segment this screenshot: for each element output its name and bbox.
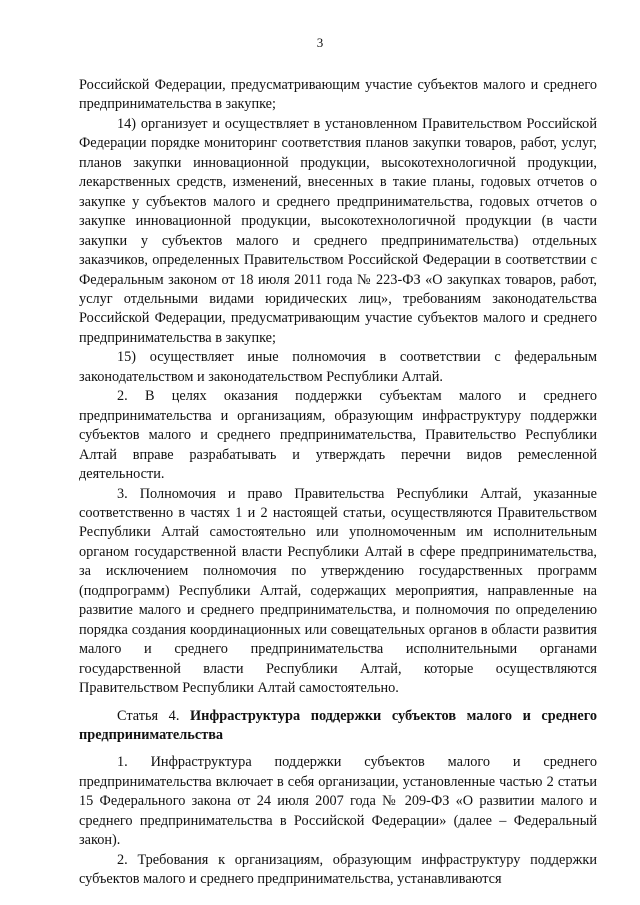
document-body	[79, 76, 597, 890]
paragraph: 15) осуществляет иные полномочия в соответствии с федеральным законодательством и законодательством Республики Алтай.	[79, 349, 597, 385]
article-title: Инфраструктура поддержки субъектов малого и среднего предпринимательства	[79, 707, 597, 743]
article-label: Статья 4.	[117, 707, 180, 724]
paragraph: 2. Требования к организациям, образующим инфраструктуру поддержки субъектов малого и среднего предпринимательства, устанавливаются	[79, 851, 597, 888]
paragraph: 3. Полномочия и право Правительства Республики Алтай, указанные соответственно в частях 1 и 2 настоящей статьи, осуществляются Правительством Республики Алтай самостоятельно или уполномоченным им исполнительным органом государственной власти Республики Алтай в сфере предпринимательства, за исключением полномочия по утверждению государственных программ (подпрограмм) Республики Алтай, содержащих мероприятия, направленные на развитие малого и среднего предпринимательства, и полномочия по определению порядка создания координационных или совещательных органов в области развития малого и среднего предпринимательства исполнительными органами государственной власти Республики Алтай, которые осуществляются Правительством Республики Алтай самостоятельно.	[79, 485, 597, 697]
article-heading	[79, 707, 597, 746]
paragraph: 14) организует и осуществляет в установленном Правительством Российской Федерации порядке мониторинг соответствия планов закупки товаров, работ, услуг, планов закупки инновационной продукции, высокотехнологичной продукции, лекарственных средств, изменений, внесенных в такие планы, годовых отчетов о закупке у субъектов малого и среднего предпринимательства, годовых отчетов о закупке инновационной продукции, высокотехнологичной продукции (в части закупки у субъектов малого и среднего предпринимательства) отдельных заказчиков, определенных Правительством Российской Федерации в соответствии с Федеральным законом от 18 июля 2011 года № 223-ФЗ «О закупках товаров, работ, услуг отдельными видами юридических лиц», требованиям законодательства Российской Федерации, предусматривающим участие субъектов малого и среднего предпринимательства в закупке;	[79, 115, 597, 346]
page-number: 3	[316, 35, 324, 50]
paragraph: 2. В целях оказания поддержки субъектам малого и среднего предпринимательства и организациям, образующим инфраструктуру поддержки субъектов малого и среднего предпринимательства, Правительство Республики Алтай вправе разрабатывать и утверждать перечни видов ремесленной деятельности.	[79, 388, 597, 483]
paragraph: 1. Инфраструктура поддержки субъектов малого и среднего предпринимательства включает в себя организации, установленные частью 2 статьи 15 Федерального закона от 24 июля 2007 года № 209-ФЗ «О развитии малого и среднего предпринимательства в Российской Федерации» (далее – Федеральный закон).	[79, 754, 597, 849]
paragraph: Российской Федерации, предусматривающим участие субъектов малого и среднего предпринимательства в закупке;	[79, 77, 597, 113]
